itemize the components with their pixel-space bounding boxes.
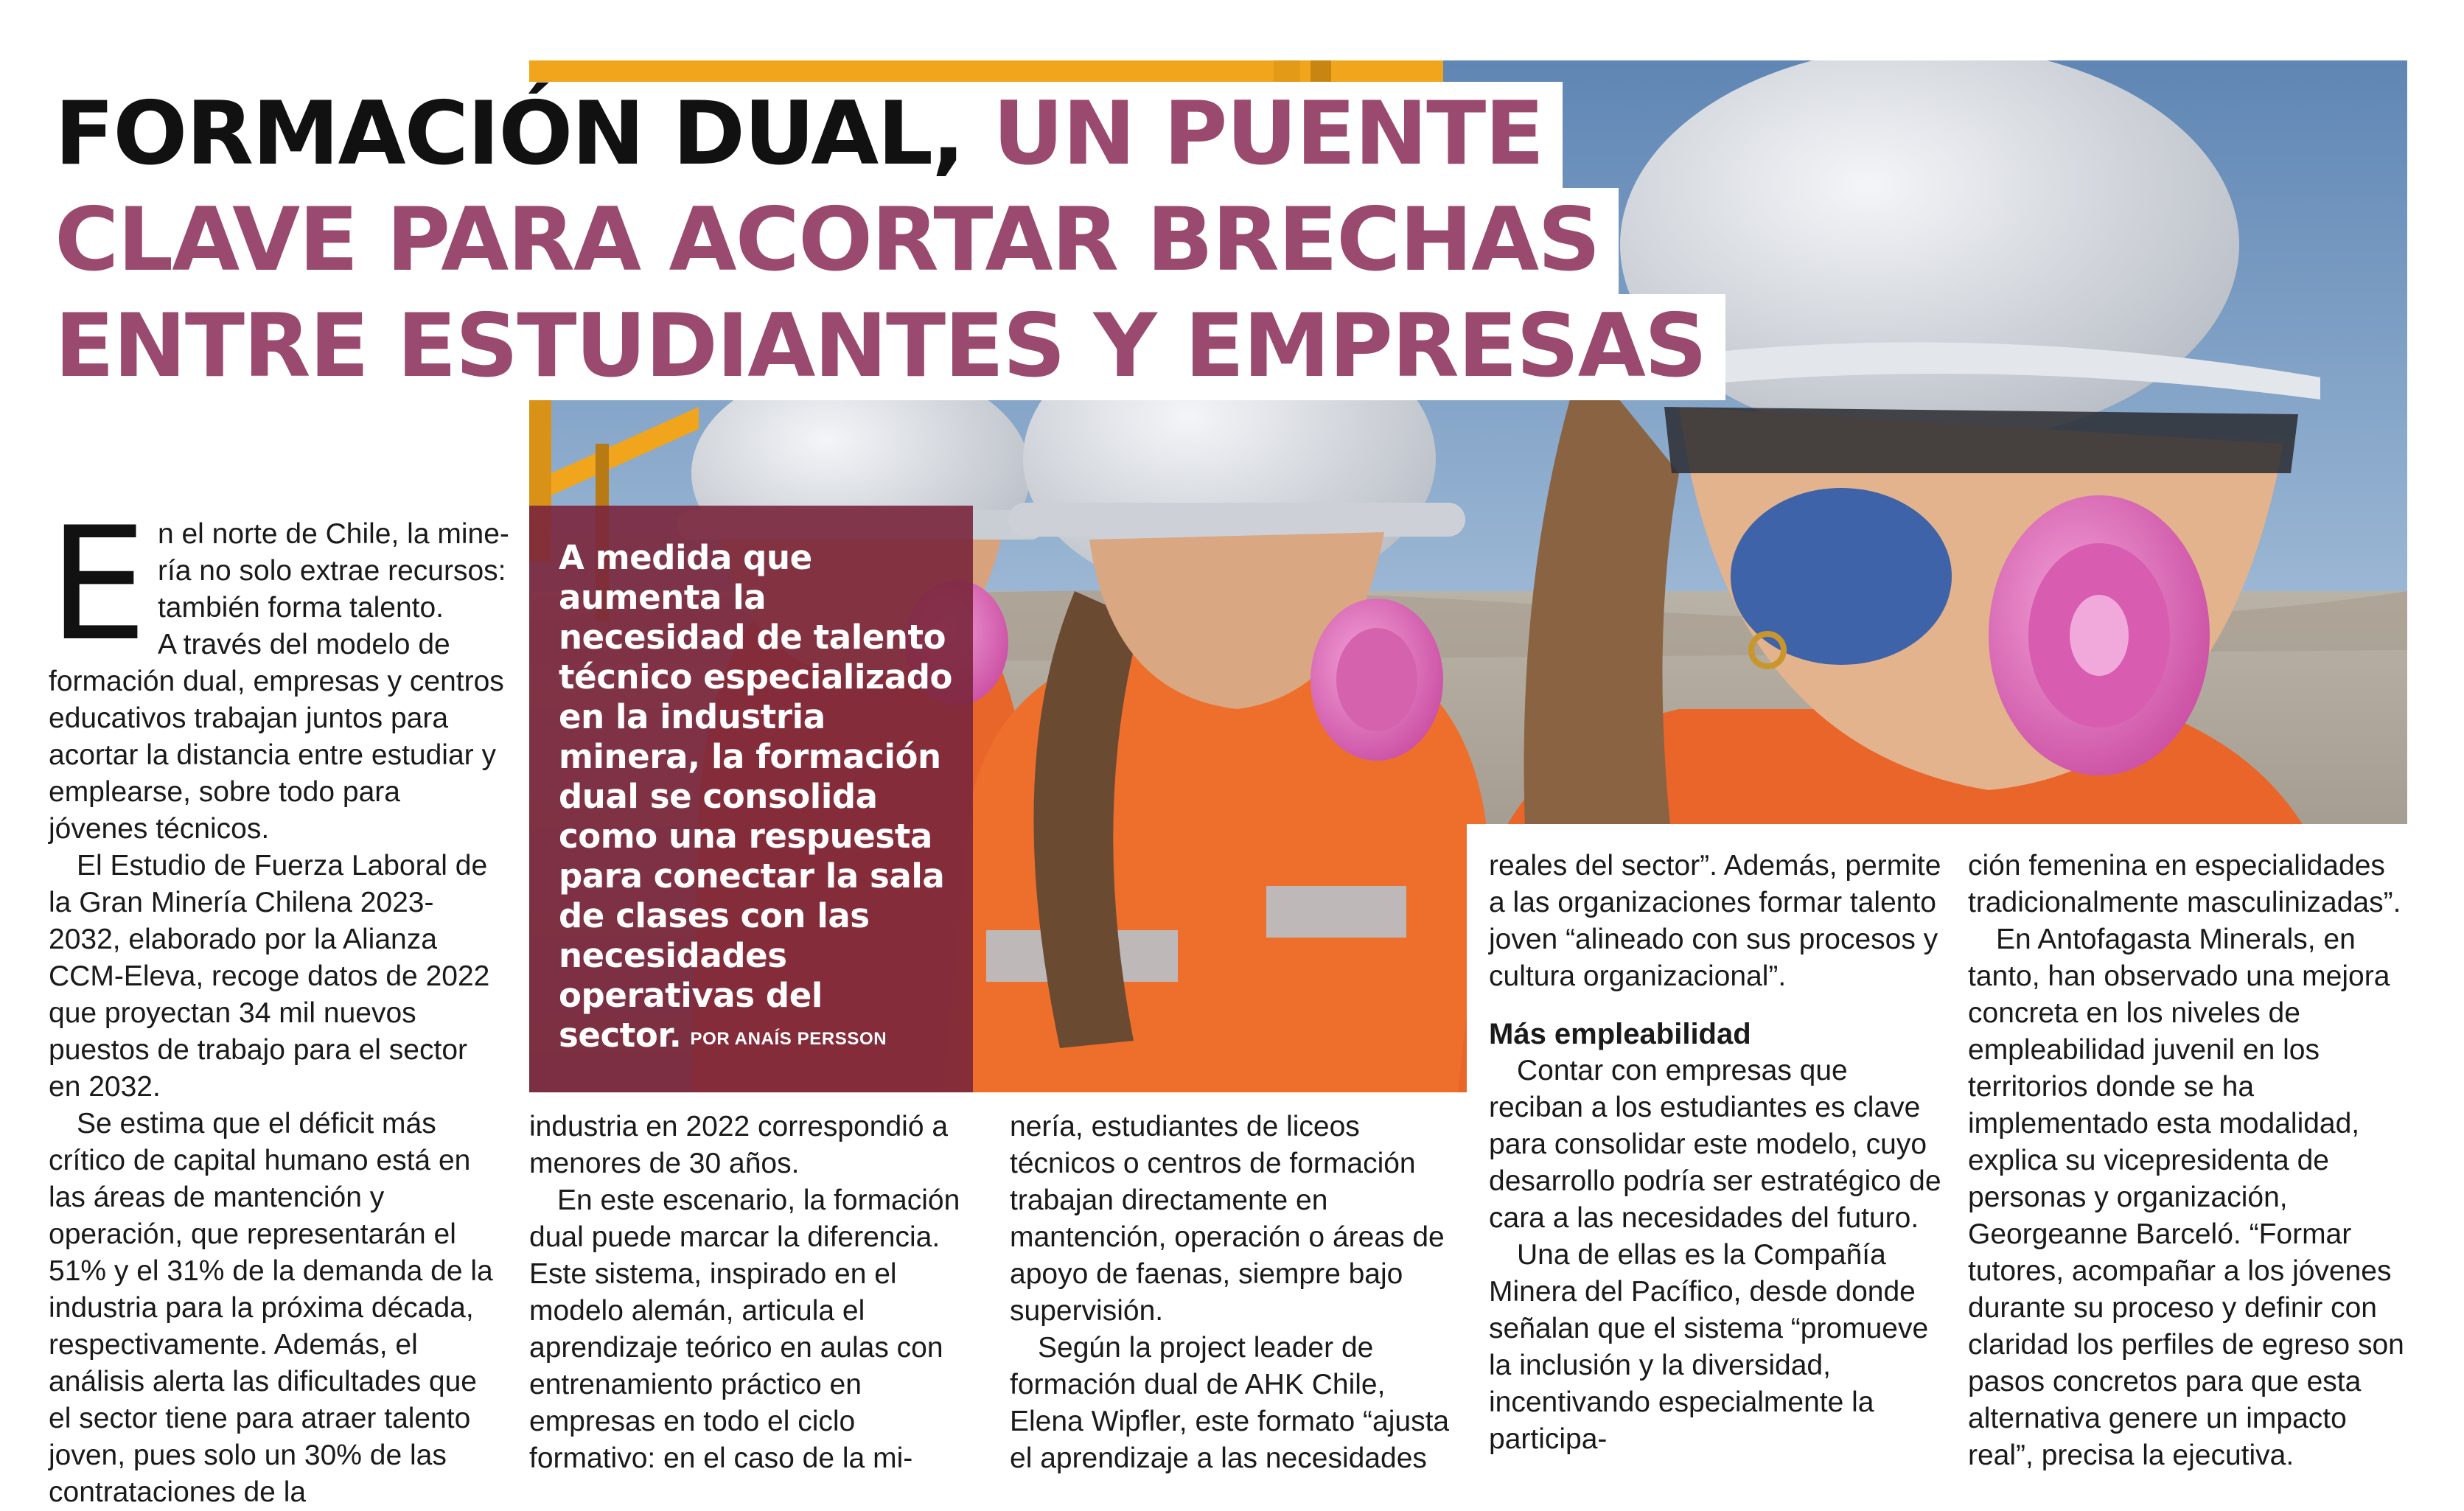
pull-quote-body: A medida que aumenta la necesidad de talento técnico especializado en la industria minera, la formación dual se consolida como una respuesta para conectar la sala de clases con las necesidades operativas del sector. — [559, 538, 953, 1055]
headline-accent-part: UN PUENTE — [992, 83, 1543, 185]
paragraph: reales del sector”. Además, permite a las organizaciones formar talento joven “alineado con sus procesos y cultura organizacional”. — [1489, 850, 1941, 992]
paragraph-text: A través del modelo de formación dual, empresas y centros educativos trabajan juntos para acortar la distancia entre estudiar y emplearse, sobre todo para jóvenes técnicos. — [49, 629, 504, 845]
headline-line-3: ENTRE ESTUDIANTES Y EMPRESAS — [44, 293, 1725, 399]
article-column-2 — [529, 1109, 971, 1477]
article-column-4 — [1489, 848, 1946, 1458]
article-column-3 — [1010, 1109, 1467, 1477]
byline: POR ANAÍS PERSSON — [690, 1029, 887, 1049]
paragraph: industria en 2022 correspondió a menores de 30 años. — [529, 1111, 949, 1179]
subhead: Más empleabilidad — [1489, 1018, 1751, 1050]
text-line: n el norte de Chile, la mine- — [157, 518, 509, 550]
paragraph: nería, estudiantes de liceos técnicos o centros de formación trabajan directamente en mantención, operación o áreas de apoyo de faenas, siempre bajo supervisión. — [1010, 1111, 1445, 1327]
paragraph: Según la project leader de formación dual de AHK Chile, Elena Wipfler, este formato “ajusta el aprendizaje a las necesidades — [1010, 1332, 1450, 1474]
paragraph: En este escenario, la formación dual puede marcar la diferencia. Este sistema, inspirado en el modelo alemán, articula el aprendizaje teórico en aulas con entrenamiento práctico en empresas en todo el ciclo formativo: en el caso de la mi- — [529, 1184, 960, 1474]
headline-line-2: CLAVE PARA ACORTAR BRECHAS — [44, 187, 1725, 293]
drop-cap: E — [49, 493, 147, 675]
paragraph: Contar con empresas que reciban a los estudiantes es clave para consolidar este modelo, cuyo desarrollo podría ser estratégico de cara a las necesidades del futuro. — [1489, 1055, 1941, 1234]
text-line: también forma talento. — [157, 592, 444, 624]
article-column-5 — [1968, 848, 2410, 1474]
paragraph — [49, 493, 509, 848]
paragraph: ción femenina en especialidades tradicionalmente masculinizadas”. — [1968, 850, 2401, 918]
paragraph: Una de ellas es la Compañía Minera del Pacífico, desde donde señalan que el sistema “promueve la inclusión y la diversidad, incentivando especialmente la participa- — [1489, 1239, 1929, 1455]
paragraph: En Antofagasta Minerals, en tanto, han observado una mejora concreta en los niveles de empleabilidad juvenil en los territorios donde se ha implementado esta modalidad, explica su vicepresidenta de personas y organización, Georgeanne Barceló. “Formar tutores, acompañar a los jóvenes durante su proceso y definir con claridad los perfiles de egreso son pasos concretos para que esta alternativa genere un impacto real”, precisa la ejecutiva. — [1968, 924, 2404, 1471]
headline — [44, 81, 1725, 399]
paragraph: Se estima que el déficit más crítico de capital humano está en las áreas de mantención y operación, que representarán el 51% y el 31% de la demanda de la industria para la próxima década, respectivamente. Además, el análisis alerta las dificultades que el sector tiene para atraer talento joven, pues solo un 30% de las contrataciones de la — [49, 1108, 493, 1508]
paragraph: El Estudio de Fuerza Laboral de la Gran Minería Chilena 2023-2032, elaborado por la Alianza CCM-Eleva, recoge datos de 2022 que proyectan 34 mil nuevos puestos de trabajo para el sector en 2032. — [49, 850, 490, 1103]
text-line: ría no solo extrae recursos: — [157, 555, 506, 587]
headline-dark-part: FORMACIÓN DUAL, — [55, 83, 964, 185]
headline-line-1 — [44, 81, 1725, 187]
pull-quote-text — [559, 538, 955, 1059]
article-column-1 — [49, 493, 509, 1511]
pull-quote — [529, 506, 973, 1092]
